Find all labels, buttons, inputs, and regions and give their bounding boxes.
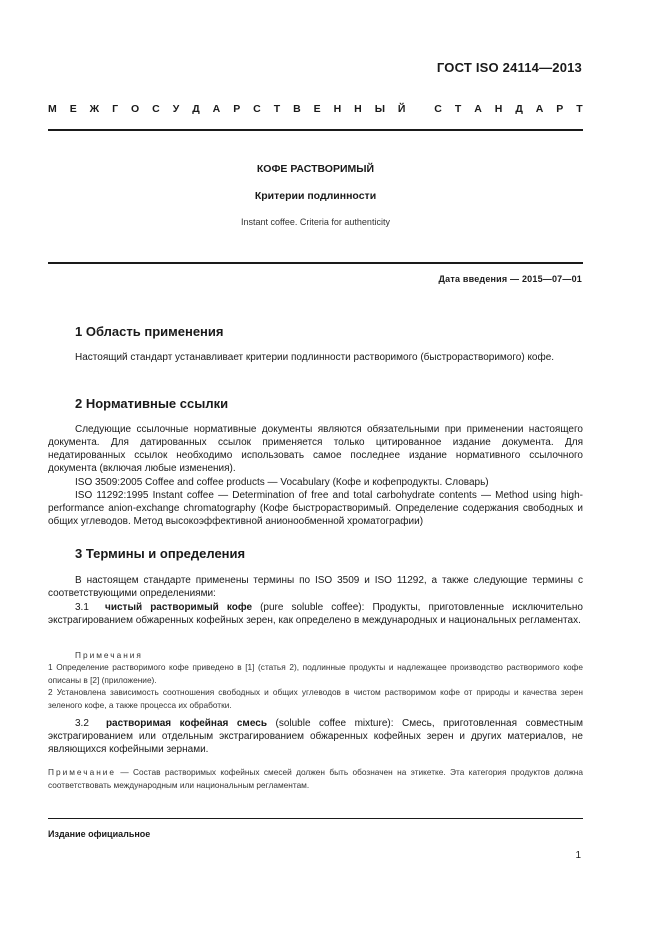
banner-letter: Т [454,103,462,115]
document-subtitle: Критерии подлинности [254,190,377,202]
banner-letter: О [131,103,140,115]
banner-letter: Д [192,103,200,115]
term-3-2-name: растворимая кофейная смесь [105,718,267,729]
banner-letter: Д [515,103,523,115]
banner-letter: Р [556,103,564,115]
banner-letter: Е [313,103,321,115]
section-3-intro: В настоящем стандарте применены термины по ISO 3509 и ISO 11292, а также следующие термины с соответствующими определениями: [48,575,583,599]
banner-letter: С [152,103,160,115]
header-rule [48,129,583,131]
notes-label: Примечания [75,650,143,660]
banner-letter: Н [354,103,362,115]
section-2-reference-2: ISO 11292:1995 Instant coffee — Determination of free and total carbohydrate contents — Method using high-performance anion-exchange chromatography (Кофе быстрорастворимый. Определение содержания свободных и общих углеводов. Метод высокоэффективной анионообменной хроматографии) [48,490,583,527]
term-3-1: 3.1 чистый растворимый кофе (pure soluble coffee): Продукты, приготовленные исключительно экстрагированием обжаренных кофейных зерен, как определено в международных и национальных регламентах. [48,602,583,626]
note-3: Примечание — Состав растворимых кофейных смесей должен быть обозначен на этикетке. Эта категория продуктов должна соответствовать международным или национальным регламентам. [48,767,583,790]
banner-letter: Т [576,103,583,115]
section-2-paragraph-1: Следующие ссылочные нормативные документы являются обязательными при применении настоящего документа. Для датированных ссылок применяется только цитированное издание документа. Для недатированных ссылок необходимо использовать самое последнее издание нормативного ссылочного документа (включая любые изменения). [48,424,583,474]
banner-letter: С [253,103,261,115]
introduction-date: Дата введения — 2015—07—01 [438,274,582,284]
banner-letter: А [212,103,221,115]
banner-letter: Й [397,103,406,115]
banner-letter: У [172,103,180,115]
term-3-1-name: чистый растворимый кофе [105,602,253,613]
section-3-heading: 3 Термины и определения [75,546,246,561]
document-english-title: Instant coffee. Criteria for authenticity [241,217,390,227]
banner-letter: Н [333,103,342,115]
banner-letter: Ж [89,103,100,115]
official-edition-label: Издание официальное [48,829,151,839]
banner-letter: Н [494,103,503,115]
footer-rule [48,818,583,819]
title-rule [48,262,583,264]
banner-letter: Е [69,103,77,115]
term-3-2: 3.2 растворимая кофейная смесь (soluble coffee mixture): Смесь, приготовленная совместным экстрагированием или отдельным экстрагированием обжаренных кофейных зерен и других материалов, не являющихся кофейными зернами. [48,718,583,755]
note-1: 1 Определение растворимого кофе приведено в [1] (статья 2), подлинные продукты и надлежащее производство растворимого кофе описаны в [2] (приложение). [48,662,583,685]
standard-banner [48,103,583,115]
section-1-heading: 1 Область применения [75,324,224,339]
banner-word-gap [418,103,421,115]
section-1-text: Настоящий стандарт устанавливает критерии подлинности растворимого (быстрорастворимого) кофе. [75,352,555,363]
document-id: ГОСТ ISO 24114—2013 [436,60,582,75]
note-2: 2 Установлена зависимость соотношения свободных и общих углеводов в чистом растворимом кофе от природы и качества зерен зеленого кофе, а также процесса их обработки. [48,687,583,710]
document-title: КОФЕ РАСТВОРИМЫЙ [256,163,375,175]
banner-letter: В [293,103,301,115]
page-number: 1 [575,850,581,861]
banner-letter: Г [112,103,119,115]
section-2-reference-1: ISO 3509:2005 Coffee and coffee products — Vocabulary (Кофе и кофепродукты. Словарь) [75,477,489,488]
banner-letter: Р [233,103,241,115]
banner-letter: А [535,103,544,115]
banner-letter: Т [273,103,281,115]
banner-letter: М [48,103,57,115]
banner-letter: А [474,103,482,115]
banner-letter: С [434,103,442,115]
banner-letter: Ы [374,103,385,115]
section-2-heading: 2 Нормативные ссылки [75,396,229,411]
